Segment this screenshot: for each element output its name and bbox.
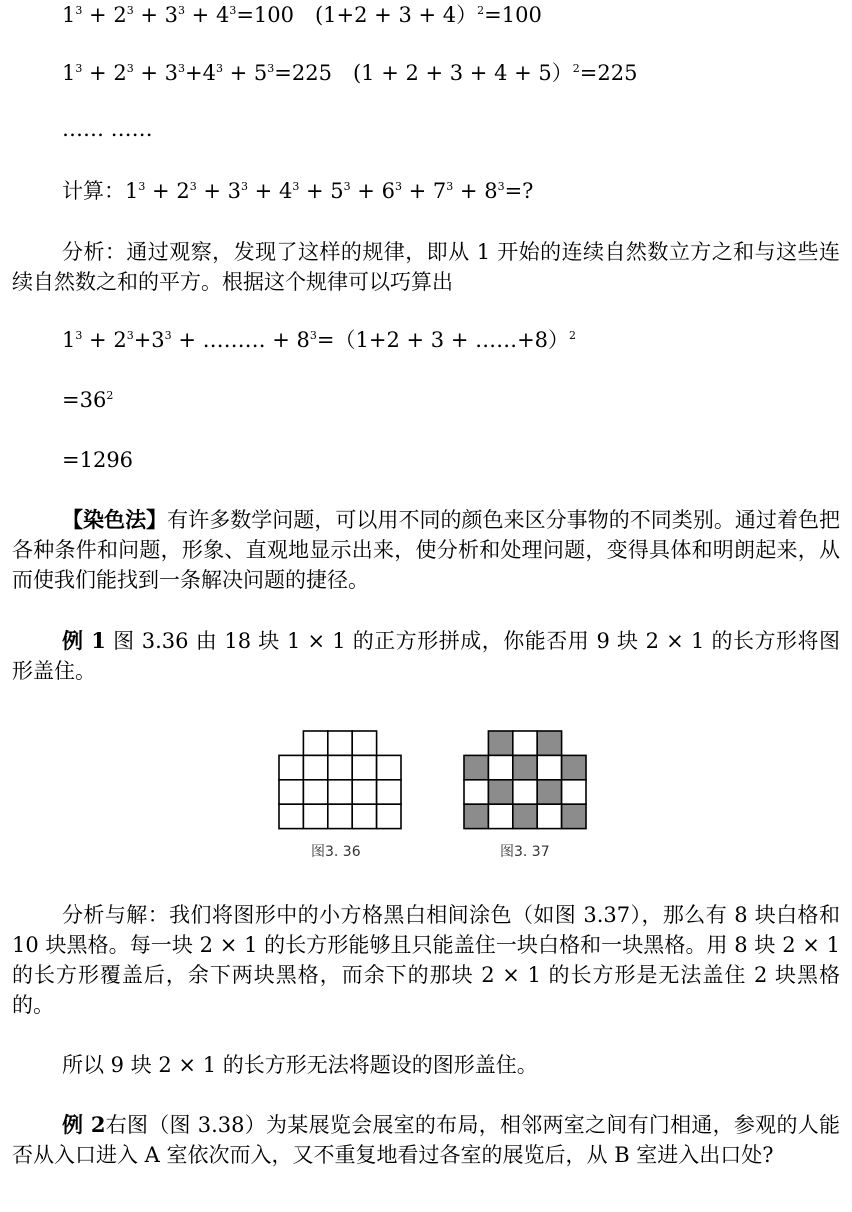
coloring-method-text: 有许多数学问题，可以用不同的颜色来区分事物的不同类别。通过着色把各种条件和问题，形象、直观地显示出来，使分析和处理问题，变得具体和明朗起来，从而使我们能找到一条解决问题的捷径。 [12,508,840,592]
grid-cell [303,804,327,828]
grid-cell [352,755,376,779]
grid-cell-dark [488,731,512,755]
grid-cell-dark [562,804,586,828]
grid-cell [377,755,401,779]
example-2-paragraph [12,1110,840,1170]
grid-cell [328,755,352,779]
grid-cell [303,731,327,755]
grid-cell [328,780,352,804]
figure-3-36-caption: 图3. 36 [311,844,361,860]
grid-cell-dark [537,780,561,804]
grid-cell [488,804,512,828]
grid-cell [303,755,327,779]
grid-cell [352,731,376,755]
sum-cubes-line-1: $1^3 + 2^3 + 3^3 + 4^3=100$ (1+2 + 3 + 4）$^2$=100 [62,3,542,27]
example-1-label: 例 1 [62,628,106,653]
grid-cell [279,755,303,779]
coloring-method-title: 【染色法】 [62,507,168,532]
grid-cell [279,780,303,804]
result-line-1: $=36^2$ [62,388,114,412]
formula-line: $1^3 + 2^3+3^3$ + ……… + $8^3=(1+2 + 3$ + ……+8）$^2$ [62,328,577,352]
grid-cell-dark [537,731,561,755]
analysis-paragraph-1 [12,237,840,297]
analysis-paragraph-2 [12,900,840,1020]
example-1-paragraph [12,626,840,686]
ellipsis-line: …… …… [62,117,153,141]
figure-3-37-colored-grid [463,730,589,832]
analysis-text-1: 分析：通过观察，发现了这样的规律，即从 1 开始的连续自然数立方之和与这些连续自然数之和的平方。根据这个规律可以巧算出 [12,240,840,294]
grid-cell [377,804,401,828]
grid-cell [352,804,376,828]
grid-cell [513,780,537,804]
example-1-text: 图 3.36 由 18 块 1 × 1 的正方形拼成，你能否用 9 块 2 × 1 的长方形将图形盖住。 [12,629,840,683]
grid-cell [328,731,352,755]
compute-line: 计算：$1^3 + 2^3 + 3^3 + 4^3 + 5^3 + 6^3 + 7^3 + 8^3=$? [62,179,534,203]
example-2-text: 右图（图 3.38）为某展览会展室的布局，相邻两室之间有门相通，参观的人能否从入口进入 A 室依次而入，又不重复地看过各室的展览后，从 B 室进入出口处? [12,1113,840,1167]
grid-cell-dark [513,804,537,828]
conclusion-text: 所以 9 块 2 × 1 的长方形无法将题设的图形盖住。 [62,1053,538,1077]
grid-cell-dark [464,804,488,828]
grid-cell [537,755,561,779]
grid-cell [562,780,586,804]
grid-cell [279,804,303,828]
grid-cell [303,780,327,804]
grid-cell-dark [488,780,512,804]
coloring-method-paragraph [12,505,840,595]
sum-cubes-line-2: $1^3 + 2^3 + 3^3+4^3 + 5^3=225$ (1 + 2 + 3 + 4 + 5）$^2$=225 [62,61,638,85]
grid-cell-dark [464,755,488,779]
figure-3-36-grid [278,730,404,832]
grid-cell [328,804,352,828]
grid-cell-dark [513,755,537,779]
grid-cell [464,780,488,804]
grid-cell [513,731,537,755]
figure-3-37-caption: 图3. 37 [500,844,550,860]
result-line-2: =1296 [62,448,134,472]
grid-cell [537,804,561,828]
grid-cell [352,780,376,804]
conclusion-paragraph [12,1050,840,1080]
grid-cell [488,755,512,779]
analysis-text-2: 分析与解：我们将图形中的小方格黑白相间涂色（如图 3.37），那么有 8 块白格和 10 块黑格。每一块 2 × 1 的长方形能够且只能盖住一块白格和一块黑格。用 8 块 2 × 1 的长方形覆盖后，余下两块黑格，而余下的那块 2 × 1 的长方形是无法盖住 2 块黑格的。 [12,903,840,1017]
example-2-label: 例 2 [62,1112,106,1137]
grid-cell-dark [562,755,586,779]
grid-cell [377,780,401,804]
